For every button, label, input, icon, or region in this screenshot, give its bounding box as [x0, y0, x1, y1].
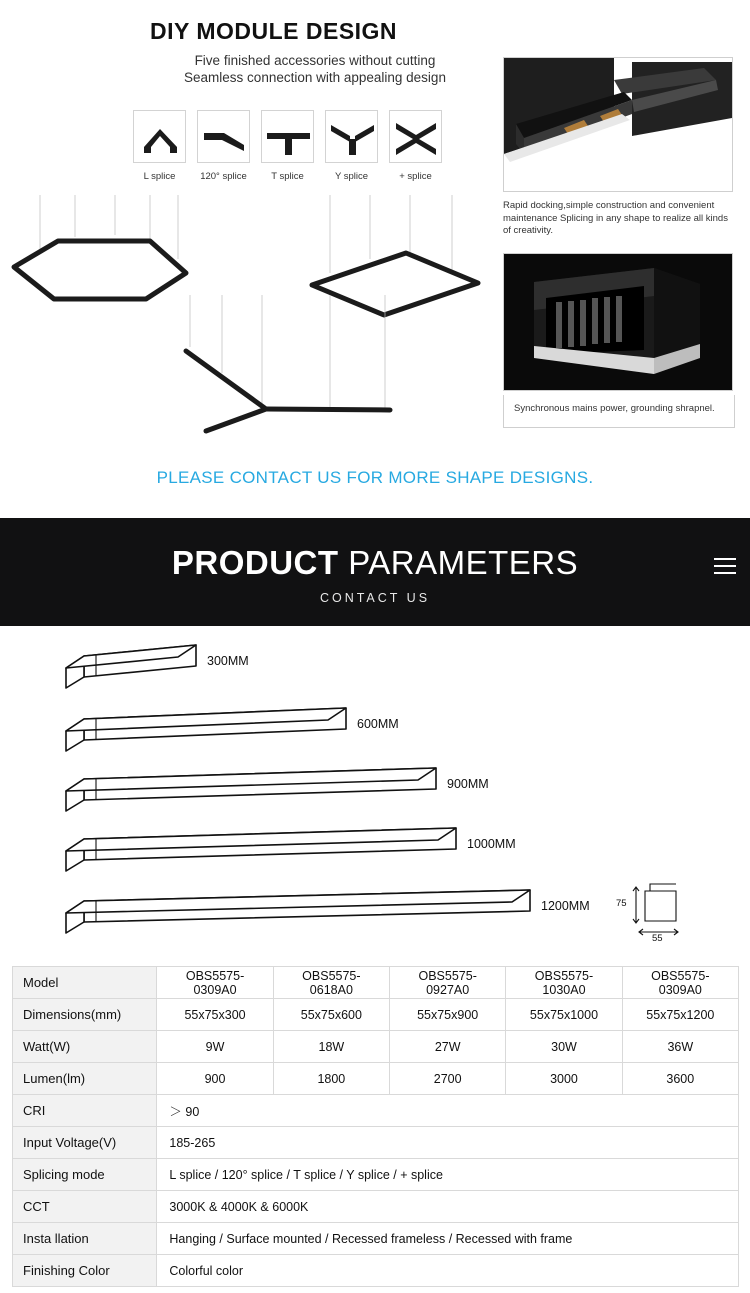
hamburger-bar	[714, 572, 736, 574]
diy-module-section	[0, 0, 750, 518]
table-cell: 1800	[273, 1063, 389, 1095]
size-label-1200: 1200MM	[541, 899, 590, 913]
splice-label: T splice	[271, 171, 304, 182]
table-cell: 55x75x1000	[506, 999, 622, 1031]
profile-photo-caption: Synchronous mains power, grounding shrapnel.	[503, 395, 735, 428]
splice-accessories-row	[133, 110, 442, 182]
row-header: Dimensions(mm)	[13, 999, 157, 1031]
docking-photo-caption: Rapid docking,simple construction and convenient maintenance Splicing in any shape to realize all kinds of creativity.	[503, 200, 728, 236]
profile-height-dimension: 75	[616, 898, 627, 909]
size-label-1000: 1000MM	[467, 837, 516, 851]
size-diagram	[0, 626, 750, 964]
splice-item	[261, 110, 314, 182]
size-label-600: 600MM	[357, 717, 399, 731]
table-cell: 30W	[506, 1031, 622, 1063]
profile-photo	[503, 253, 733, 391]
splice-item	[325, 110, 378, 182]
shape-illustrations	[0, 195, 500, 445]
table-row	[13, 1223, 739, 1255]
table-cell: 3000K & 4000K & 6000K	[157, 1191, 739, 1223]
table-cell: Colorful color	[157, 1255, 739, 1287]
table-cell: Hanging / Surface mounted / Recessed frameless / Recessed with frame	[157, 1223, 739, 1255]
specification-table	[12, 966, 739, 1287]
splice-label: Y splice	[334, 171, 369, 182]
hamburger-bar	[714, 558, 736, 560]
table-cell: 185-265	[157, 1127, 739, 1159]
table-cell: 55x75x1200	[622, 999, 738, 1031]
table-cell: OBS5575-1030A0	[506, 967, 622, 999]
table-cell: 55x75x600	[273, 999, 389, 1031]
diy-subtitle-line2: Seamless connection with appealing design	[184, 70, 446, 85]
table-cell: 36W	[622, 1031, 738, 1063]
profile-width-dimension: 55	[652, 933, 663, 944]
table-cell: L splice / 120° splice / T splice / Y splice / + splice	[157, 1159, 739, 1191]
splice-item	[133, 110, 186, 182]
t-splice-icon	[261, 110, 314, 163]
row-header: Watt(W)	[13, 1031, 157, 1063]
diy-subtitle	[150, 52, 480, 86]
splice-label: + splice	[399, 171, 432, 182]
splice-item	[197, 110, 250, 182]
size-label-900: 900MM	[447, 777, 489, 791]
table-row	[13, 1127, 739, 1159]
table-row	[13, 999, 739, 1031]
hamburger-bar	[714, 565, 736, 567]
docking-photo	[503, 57, 733, 192]
row-header: Finishing Color	[13, 1255, 157, 1287]
diy-title: DIY MODULE DESIGN	[150, 18, 398, 44]
row-header: Splicing mode	[13, 1159, 157, 1191]
table-cell: 900	[157, 1063, 273, 1095]
table-cell: 27W	[390, 1031, 506, 1063]
table-cell: OBS5575-0927A0	[390, 967, 506, 999]
hamburger-icon[interactable]	[714, 558, 736, 574]
table-cell: 55x75x900	[390, 999, 506, 1031]
row-header: Insta llation	[13, 1223, 157, 1255]
table-cell: OBS5575-0618A0	[273, 967, 389, 999]
contact-shape-designs-link[interactable]: PLEASE CONTACT US FOR MORE SHAPE DESIGNS.	[156, 468, 594, 487]
row-header: CCT	[13, 1191, 157, 1223]
size-diagram-svg	[0, 626, 750, 964]
table-cell: 18W	[273, 1031, 389, 1063]
table-cell: OBS5575-0309A0	[157, 967, 273, 999]
table-cell: 2700	[390, 1063, 506, 1095]
banner-title-light: PARAMETERS	[338, 544, 579, 581]
table-row	[13, 1255, 739, 1287]
diy-subtitle-line1: Five finished accessories without cutting	[194, 53, 436, 68]
table-row	[13, 1159, 739, 1191]
splice-item	[389, 110, 442, 182]
angle-splice-icon	[197, 110, 250, 163]
table-cell: 3600	[622, 1063, 738, 1095]
y-splice-icon	[325, 110, 378, 163]
row-header: Model	[13, 967, 157, 999]
l-splice-icon	[133, 110, 186, 163]
table-cell: 55x75x300	[157, 999, 273, 1031]
table-cell: ＞ 90	[157, 1095, 739, 1127]
table-row	[13, 1095, 739, 1127]
table-row	[13, 1063, 739, 1095]
table-cell: 3000	[506, 1063, 622, 1095]
table-row	[13, 1031, 739, 1063]
table-row	[13, 1191, 739, 1223]
splice-label: L splice	[143, 171, 176, 182]
splice-label: 120° splice	[200, 171, 247, 182]
plus-splice-icon	[389, 110, 442, 163]
banner-title-bold: PRODUCT	[171, 544, 339, 581]
row-header: Input Voltage(V)	[13, 1127, 157, 1159]
table-row	[13, 967, 739, 999]
table-cell: 9W	[157, 1031, 273, 1063]
table-cell: OBS5575-0309A0	[622, 967, 738, 999]
banner-title	[0, 544, 750, 582]
product-parameters-banner	[0, 518, 750, 626]
size-label-300: 300MM	[207, 654, 249, 668]
row-header: Lumen(lm)	[13, 1063, 157, 1095]
row-header: CRI	[13, 1095, 157, 1127]
banner-subtitle: CONTACT US	[319, 591, 431, 605]
